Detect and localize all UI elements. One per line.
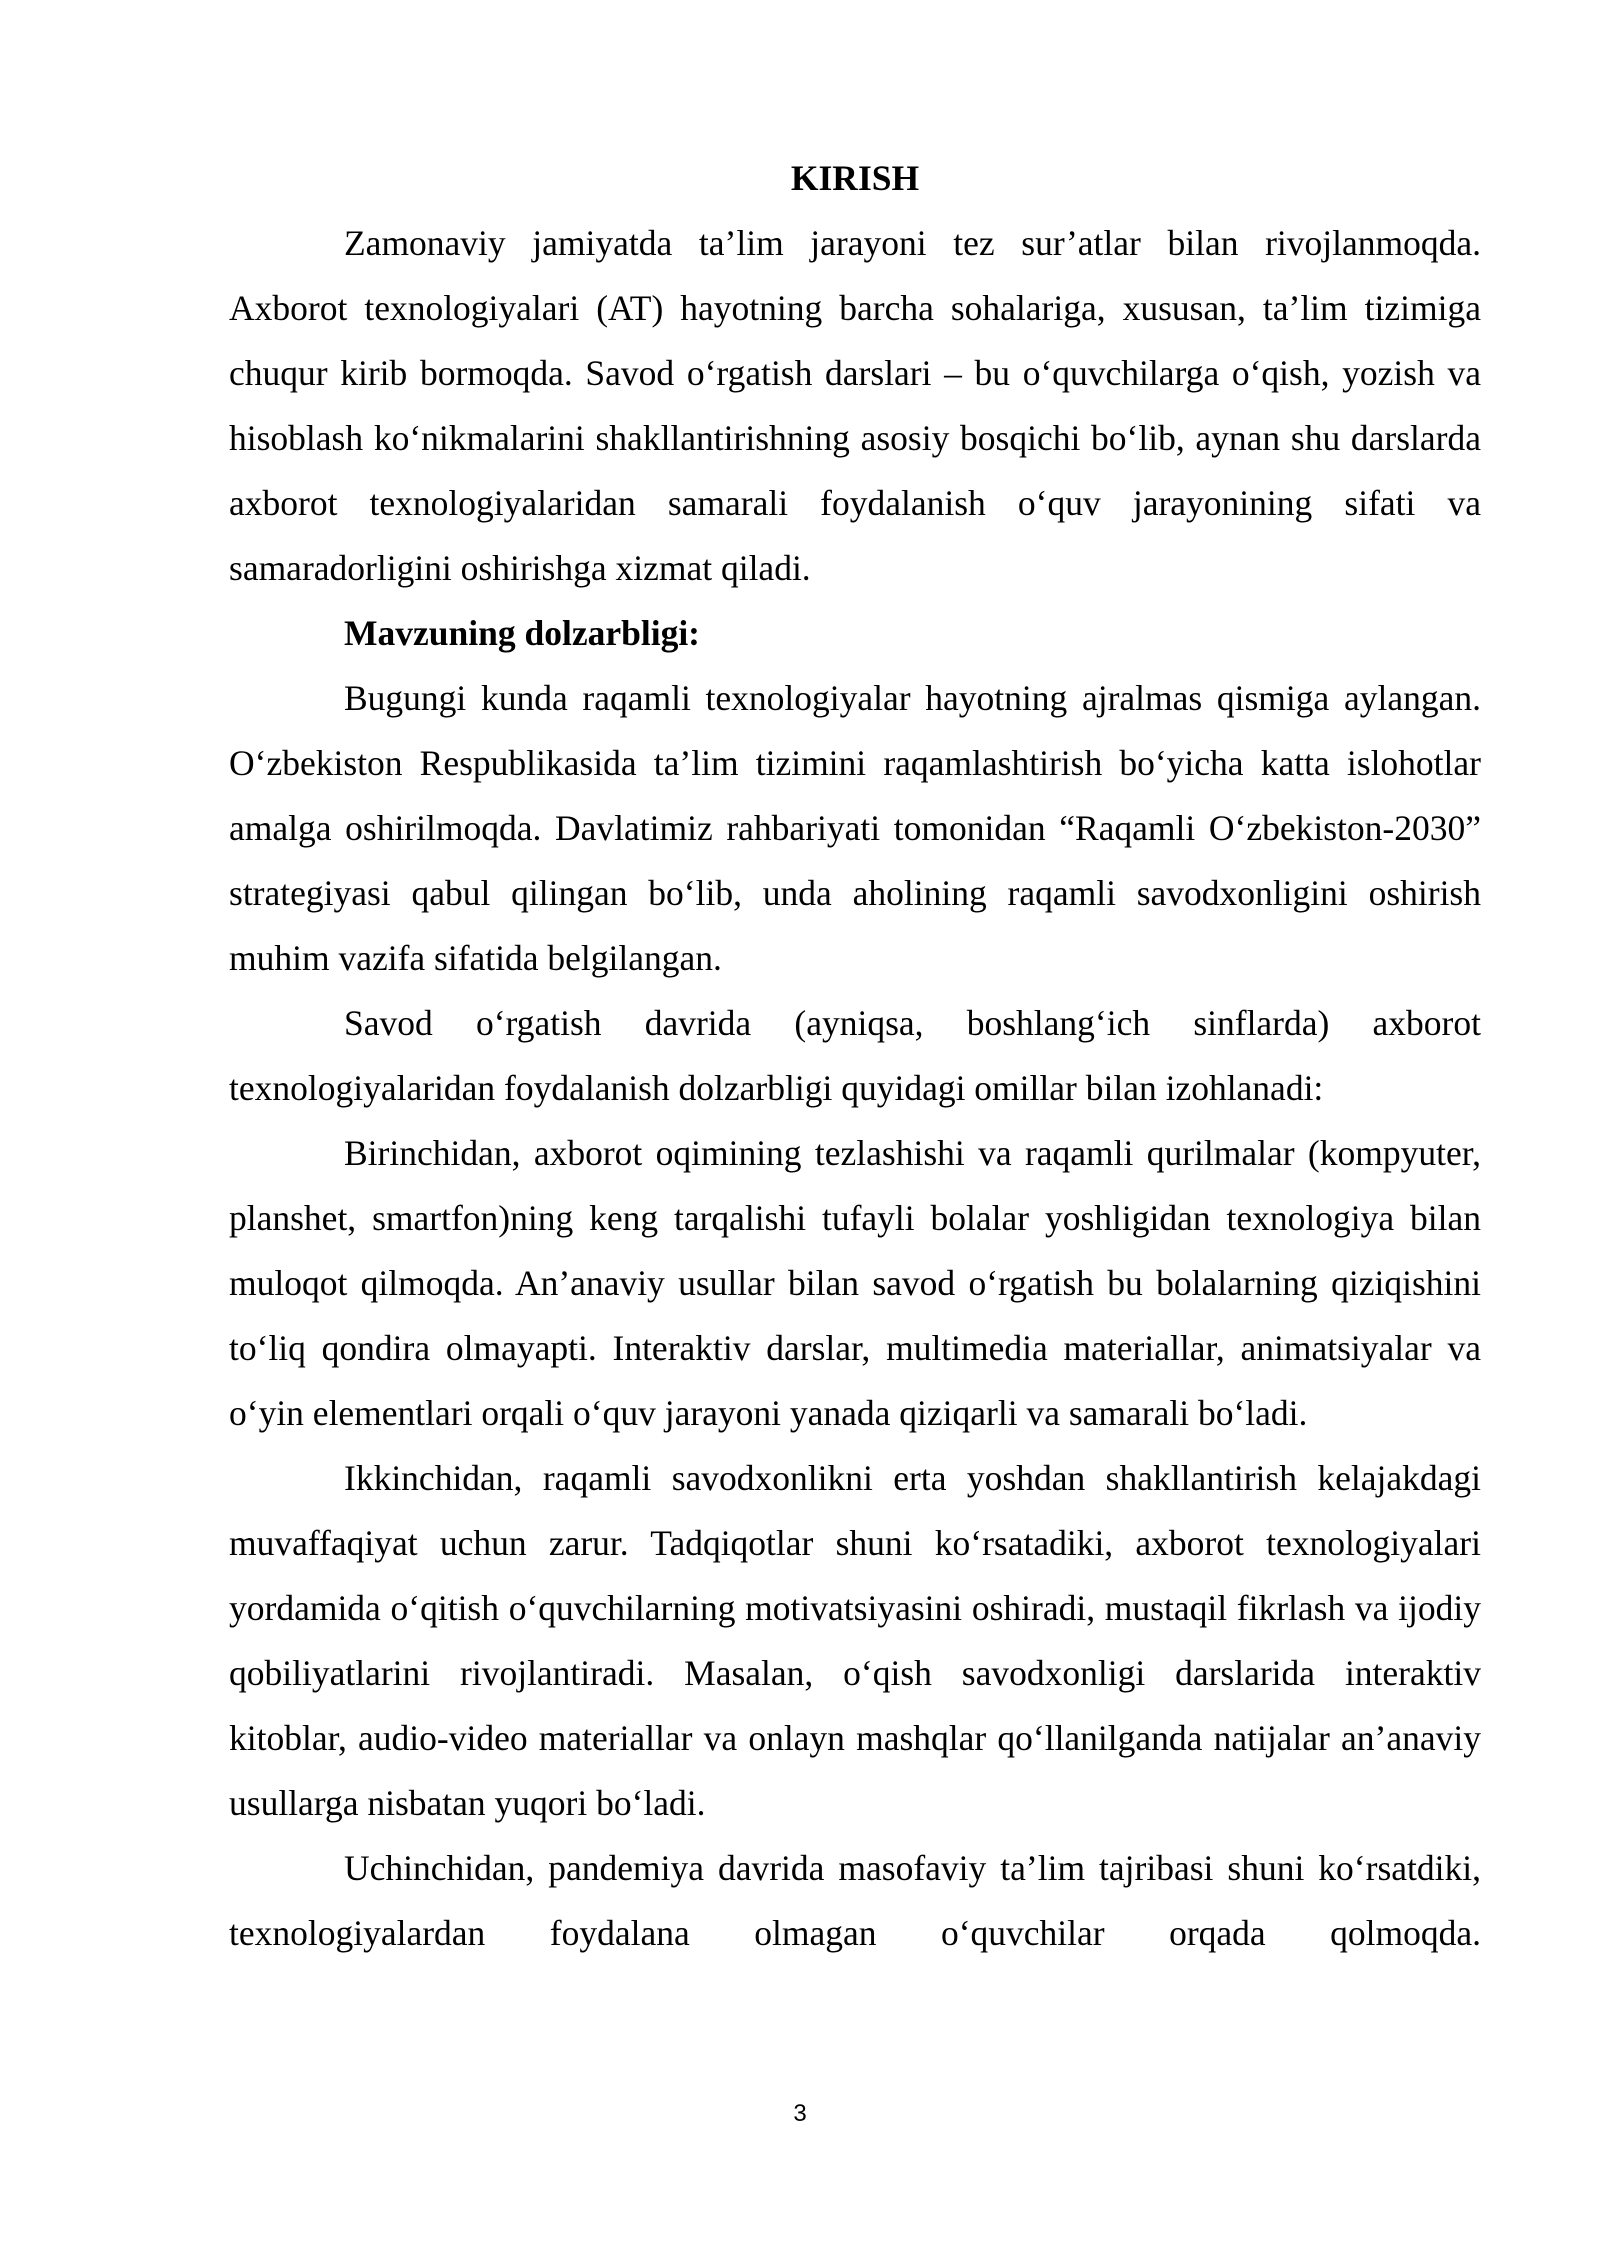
document-body [229, 146, 1481, 1966]
section-subheading: Mavzuning dolzarbligi: [344, 613, 701, 653]
paragraph-factors-intro: Savod o‘rgatish davrida (ayniqsa, boshlang‘ich sinflarda) axborot texnologiyalaridan foydalanish dolzarbligi quyidagi omillar bilan izohlanadi: [229, 1003, 1481, 1108]
intro-paragraph: Zamonaviy jamiyatda ta’lim jarayoni tez sur’atlar bilan rivojlanmoqda. Axborot texnologiyalari (AT) hayotning barcha sohalariga, xususan, ta’lim tizimiga chuqur kirib bormoqda. Savod o‘rgatish darslari – bu o‘quvchilarga o‘qish, yozish va hisoblash ko‘nikmalarini shakllantirishning asosiy bosqichi bo‘lib, aynan shu darslarda axborot texnologiyalaridan samarali foydalanish o‘quv jarayonining sifati va samaradorligini oshirishga xizmat qiladi. [229, 223, 1481, 588]
paragraph-first-factor: Birinchidan, axborot oqimining tezlashishi va raqamli qurilmalar (kompyuter, planshet, smartfon)ning keng tarqalishi tufayli bolalar yoshligidan texnologiya bilan muloqot qilmoqda. An’anaviy usullar bilan savod o‘rgatish bu bolalarning qiziqishini to‘liq qondira olmayapti. Interaktiv darslar, multimedia materiallar, animatsiyalar va o‘yin elementlari orqali o‘quv jarayoni yanada qiziqarli va samarali bo‘ladi. [229, 1133, 1481, 1433]
page-title: KIRISH [790, 158, 920, 198]
paragraph-relevance: Bugungi kunda raqamli texnologiyalar hayotning ajralmas qismiga aylangan. O‘zbekiston Respublikasida ta’lim tizimini raqamlashtirish bo‘yicha katta islohotlar amalga oshirilmoqda. Davlatimiz rahbariyati tomonidan “Raqamli O‘zbekiston-2030” strategiyasi qabul qilingan bo‘lib, unda aholining raqamli savodxonligini oshirish muhim vazifa sifatida belgilangan. [229, 678, 1481, 978]
paragraph-second-factor: Ikkinchidan, raqamli savodxonlikni erta yoshdan shakllantirish kelajakdagi muvaffaqiyat uchun zarur. Tadqiqotlar shuni ko‘rsatadiki, axborot texnologiyalari yordamida o‘qitish o‘quvchilarning motivatsiyasini oshiradi, mustaqil fikrlash va ijodiy qobiliyatlarini rivojlantiradi. Masalan, o‘qish savodxonligi darslarida interaktiv kitoblar, audio-video materiallar va onlayn mashqlar qo‘llanilganda natijalar an’anaviy usullarga nisbatan yuqori bo‘ladi. [229, 1458, 1481, 1823]
paragraph-third-factor: Uchinchidan, pandemiya davrida masofaviy ta’lim tajribasi shuni ko‘rsatdiki, texnologiyalardan foydalana olmagan o‘quvchilar orqada qolmoqda. [229, 1848, 1481, 1953]
page-number: 3 [793, 2100, 807, 2127]
